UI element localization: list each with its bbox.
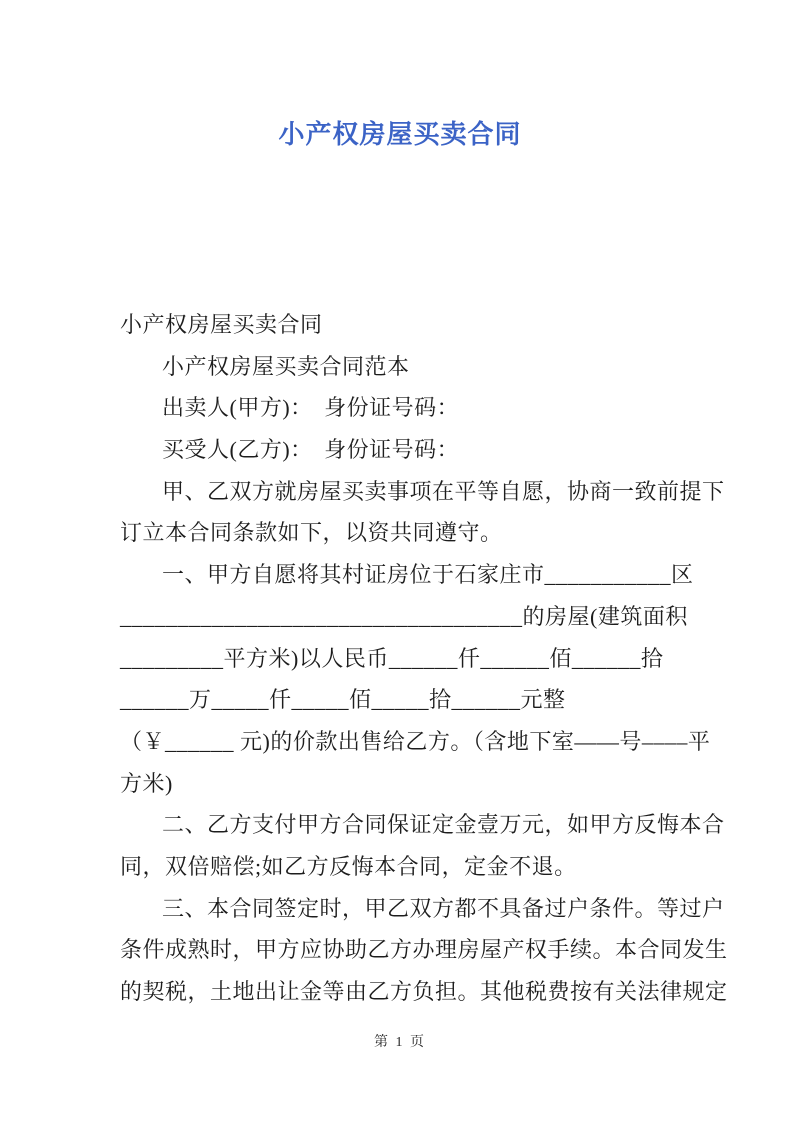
contract-line-3: 买受人(乙方)： 身份证号码：: [162, 437, 460, 463]
contract-line-13: 同，双倍赔偿;如乙方反悔本合同，定金不退。: [120, 853, 577, 879]
contract-line-6: 一、甲方自愿将其村证房位于石家庄市___________区: [162, 562, 694, 588]
contract-line-14: 三、本合同签定时，甲乙双方都不具备过户条件。等过户: [162, 895, 725, 921]
contract-body: [120, 304, 728, 1013]
contract-line-8: _________平方米)以人民币______仟______佰______拾: [120, 645, 664, 671]
contract-line-1: 小产权房屋买卖合同范本: [162, 353, 410, 379]
contract-line-5: 订立本合同条款如下，以资共同遵守。: [120, 520, 503, 546]
contract-line-12: 二、乙方支付甲方合同保证定金壹万元，如甲方反悔本合: [162, 812, 725, 838]
page-title: 小产权房屋买卖合同: [278, 119, 522, 149]
contract-line-7: ___________________________________的房屋(建筑面积: [120, 603, 688, 629]
contract-line-15: 条件成熟时，甲方应协助乙方办理房屋产权手续。本合同发生: [120, 937, 728, 963]
contract-line-2: 出卖人(甲方)： 身份证号码：: [162, 395, 460, 421]
contract-line-0: 小产权房屋买卖合同: [120, 312, 323, 337]
contract-line-9: ______万_____仟_____佰_____拾______元整: [120, 687, 566, 713]
contract-line-16: 的契税，土地出让金等由乙方负担。其他税费按有关法律规定: [120, 979, 728, 1004]
contract-line-11: 方米): [120, 770, 173, 796]
contract-line-10: （￥______ 元)的价款出售给乙方。（含地下室——号––––平: [120, 728, 711, 754]
contract-line-4: 甲、乙双方就房屋买卖事项在平等自愿，协商一致前提下: [162, 478, 725, 504]
page-number: 第 1 页: [374, 1035, 426, 1050]
